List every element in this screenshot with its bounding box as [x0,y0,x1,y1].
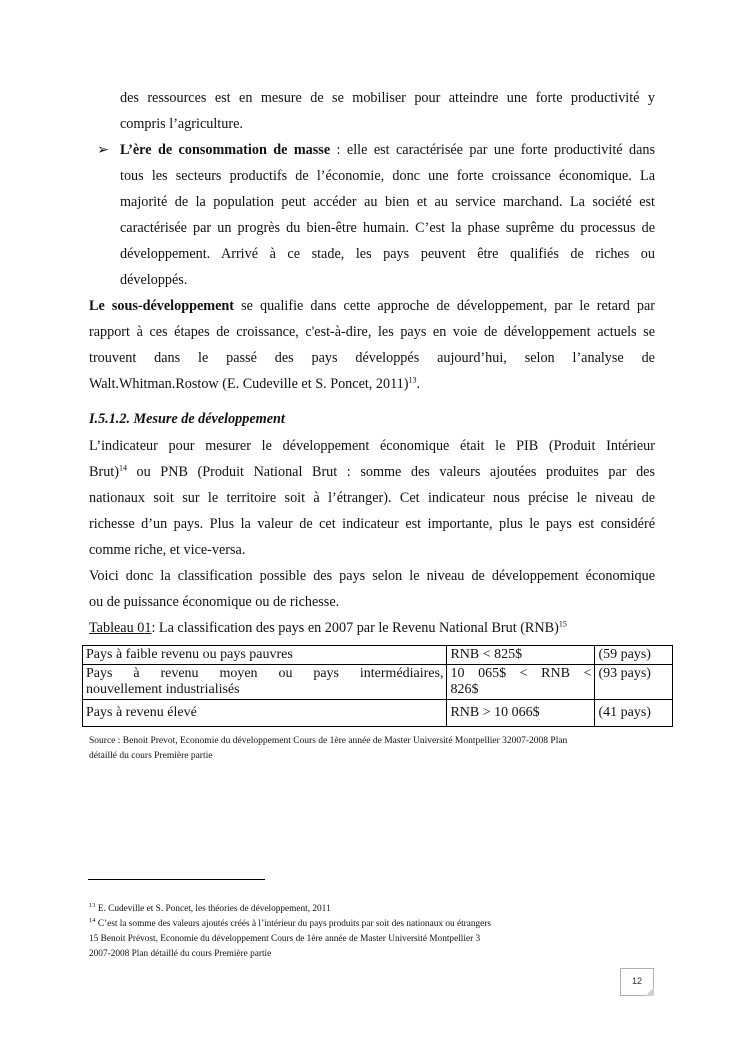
table-cell-rnb [447,700,595,727]
table-cell-category [83,700,447,727]
footnote-ref-15[interactable]: 15 [558,619,567,629]
bullet2-line1 [120,142,655,159]
bullet2-line5: développement. Arrivé à ce stade, les pays peuvent être qualifiés de riches ou [120,246,655,262]
table-caption-label: Tableau 01 [89,620,152,636]
footnote-14-text: C’est la somme des valeurs ajoutés créés à l’intérieur du pays produits par soit des nationaux ou étrangers [95,919,492,929]
table-caption-text: : La classification des pays en 2007 par le Revenu National Brut (RNB) [151,620,559,636]
cell-text: nouvellement industrialisés [86,682,240,697]
table-cell-category [83,646,447,665]
page-number-text: 12 [631,976,642,986]
footnote-divider [88,879,265,880]
arrow-bullet-icon: ➢ [97,142,109,158]
sousdev-line4 [89,376,420,393]
bullet2-line6: développés. [120,272,188,288]
source-line2: détaillé du cours Première partie [89,751,213,761]
footnote-13-number: 13 [89,901,96,909]
rnb-classification-table [82,645,673,727]
cell-text: RNB > 10 066$ [450,705,540,720]
footnote-15-line2: 2007-2008 Plan détaillé du cours Première partie [89,949,272,959]
mesure-line2-b: ou PNB (Produit National Brut : somme des valeurs ajoutées produites par des [126,464,655,480]
mesure-line4: richesse d’un pays. Plus la valeur de cet indicateur est importante, plus le pays est considéré [89,516,655,532]
cell-text: Pays à faible revenu ou pays pauvres [86,647,293,662]
bullet1-line2: compris l’agriculture. [120,116,243,132]
table-cell-category [83,665,447,700]
sousdev-line1 [89,298,655,315]
footnote-13 [89,901,331,914]
table-cell-count [595,700,673,727]
mesure-line3: nationaux soit sur le territoire soit à l’étranger). Cet indicateur nous précise le niveau de [89,490,655,506]
voici-line2: ou de puissance économique ou de richesse. [89,594,340,610]
cell-text: 826$ [450,682,479,697]
mesure-line2-a: Brut) [89,464,119,480]
bullet2-line3: majorité de la population peut accéder au bien et au service marchand. La société est [120,194,655,210]
footnote-14-number: 14 [89,916,96,924]
voici-line1: Voici donc la classification possible des pays selon le niveau de développement économique [89,568,655,584]
table-cell-rnb [447,646,595,665]
table-caption [89,620,567,637]
cell-text: Pays à revenu moyen ou pays intermédiaires, [86,666,444,681]
cell-text: RNB < 825$ [450,647,523,662]
footnote-ref-14[interactable]: 14 [118,463,127,473]
cell-text: (41 pays) [598,705,651,720]
mesure-line1: L’indicateur pour mesurer le développement économique était le PIB (Produit Intérieur [89,438,655,454]
sousdev-line4-text: Walt.Whitman.Rostow (E. Cudeville et S. Poncet, 2011) [89,376,409,392]
cell-text: 10 065$ < RNB < [450,666,592,681]
page-number [620,968,654,996]
cell-text: (59 pays) [598,647,651,662]
table-row [83,646,673,665]
source-line1: Source : Benoit Prevot, Economie du développement Cours de 1ère année de Master Université Montpellier 32007-2008 Plan [89,736,568,746]
sousdev-line2: rapport à ces étapes de croissance, c'est-à-dire, les pays en voie de développement actuels se [89,324,655,340]
bullet2-term: L’ère de consommation de masse [120,142,331,158]
sousdev-term: Le sous-développement [89,298,235,314]
bullet2-line4: caractérisée par un progrès du bien-être humain. C’est la phase suprême du processus de [120,220,655,236]
sousdev-line3: trouvent dans le passé des pays développés aujourd’hui, selon l’analyse de [89,350,655,366]
sousdev-line4-end: . [416,376,421,392]
bullet1-line1: des ressources est en mesure de se mobiliser pour atteindre une forte productivité y [120,90,655,106]
page-curl-icon [645,987,654,996]
cell-text: Pays à revenu élevé [86,705,197,720]
table-cell-count [595,646,673,665]
table-cell-count [595,665,673,700]
cell-text: (93 pays) [598,666,651,681]
mesure-line5: comme riche, et vice-versa. [89,542,246,558]
sousdev-rest: se qualifie dans cette approche de développement, par le retard par [234,298,655,314]
footnote-14 [89,916,492,929]
bullet2-rest: : elle est caractérisée par une forte productivité dans [330,142,655,158]
bullet2-line2: tous les secteurs productifs de l’économie, donc une forte croissance économique. La [120,168,655,184]
table-row [83,700,673,727]
section-title: I.5.1.2. Mesure de développement [89,411,285,427]
table-cell-rnb [447,665,595,700]
footnote-13-text: E. Cudeville et S. Poncet, les théories de développement, 2011 [95,904,331,914]
mesure-line2 [89,464,655,481]
footnote-ref-13[interactable]: 13 [408,375,417,385]
table-row [83,665,673,700]
footnote-15-line1: 15 Benoit Prévost, Economie du développement Cours de 1ère année de Master Université Montpellier 3 [89,934,481,944]
